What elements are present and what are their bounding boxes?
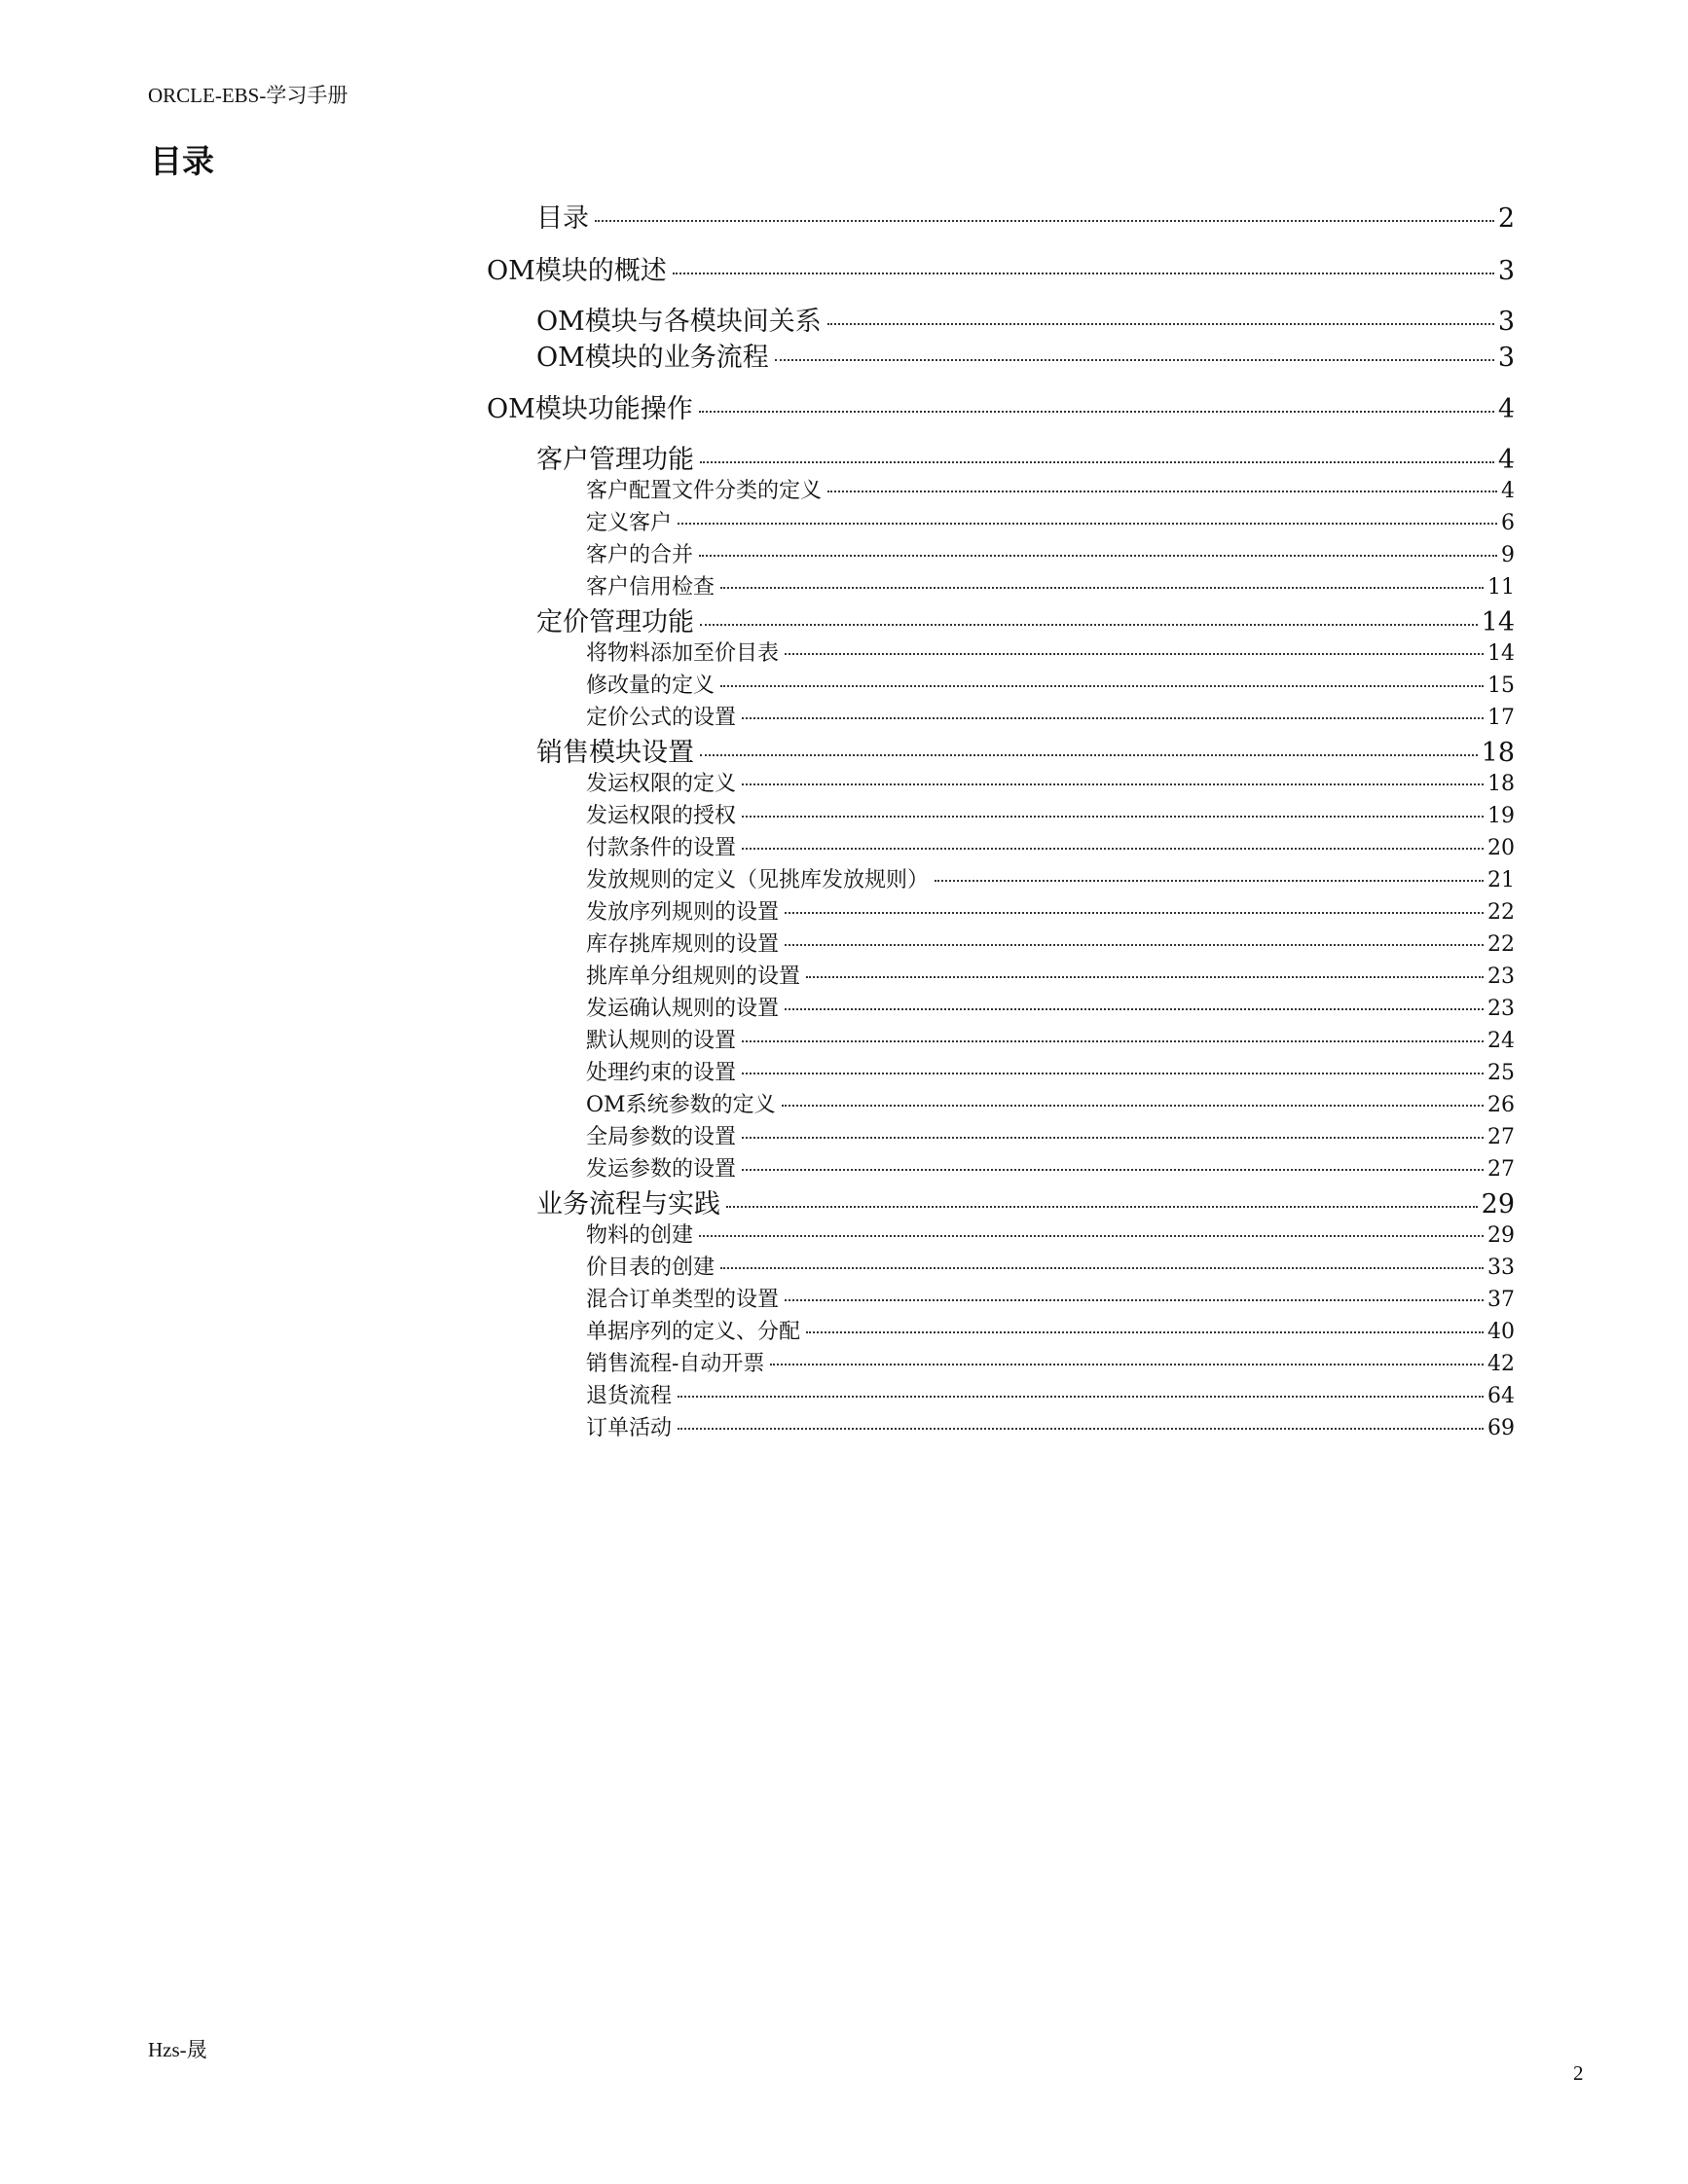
toc-leader-dots [742, 848, 1484, 850]
toc-entry[interactable] [586, 1120, 1515, 1150]
toc-entry[interactable] [536, 601, 1515, 638]
toc-entry-page: 42 [1487, 1352, 1515, 1376]
toc-leader-dots [700, 461, 1494, 463]
toc-entry[interactable] [586, 1283, 1515, 1313]
toc-entry-title: 销售流程-自动开票 [586, 1352, 765, 1376]
toc-entry-title: 发运权限的定义 [586, 772, 737, 796]
toc-entry-title: 定价管理功能 [536, 607, 694, 637]
toc-entry[interactable] [586, 895, 1515, 926]
toc-entry[interactable] [586, 1056, 1515, 1086]
toc-entry-title: 发运参数的设置 [586, 1157, 737, 1182]
toc-entry-title: 全局参数的设置 [586, 1125, 737, 1149]
toc-leader-dots [806, 976, 1484, 978]
toc-entry-page: 4 [1501, 479, 1515, 503]
toc-entry[interactable] [586, 1024, 1515, 1054]
toc-leader-dots [699, 555, 1497, 557]
toc-leader-dots [720, 587, 1484, 589]
toc-entry-title: 定义客户 [586, 511, 673, 535]
toc-entry-title: 客户管理功能 [536, 445, 694, 475]
toc-entry[interactable] [586, 1152, 1515, 1183]
toc-leader-dots [785, 653, 1484, 655]
toc-leader-dots [720, 1267, 1484, 1269]
toc-leader-dots [595, 220, 1494, 222]
toc-leader-dots [678, 523, 1497, 525]
toc-entry[interactable] [586, 637, 1515, 667]
toc-entry-title: 客户的合并 [586, 543, 694, 567]
toc-entry-title: 修改量的定义 [586, 673, 716, 698]
toc-entry-title: 客户配置文件分类的定义 [586, 479, 823, 503]
toc-entry-title: 退货流程 [586, 1384, 673, 1408]
toc-leader-dots [770, 1364, 1484, 1365]
toc-leader-dots [935, 880, 1484, 882]
toc-entry-page: 14 [1481, 607, 1515, 637]
toc-leader-dots [742, 717, 1484, 719]
toc-entry-page: 6 [1501, 511, 1515, 535]
toc-leader-dots [742, 816, 1484, 818]
toc-entry-page: 11 [1487, 575, 1515, 600]
toc-leader-dots [742, 1040, 1484, 1042]
toc-leader-dots [785, 1008, 1484, 1010]
toc-entry[interactable] [487, 387, 1515, 425]
toc-entry-page: 3 [1497, 343, 1515, 373]
toc-entry[interactable] [586, 1347, 1515, 1377]
toc-entry[interactable] [536, 197, 1515, 235]
toc-entry-title: 发放规则的定义（见挑库发放规则） [586, 868, 930, 892]
toc-leader-dots [720, 685, 1484, 687]
toc-leader-dots [742, 1169, 1484, 1171]
toc-entry[interactable] [536, 336, 1515, 374]
footer-author: Hzs-晟 [148, 2038, 207, 2061]
toc-entry-title: OM模块与各模块间关系 [536, 307, 822, 337]
toc-leader-dots [785, 1299, 1484, 1301]
toc-entry[interactable] [586, 1411, 1515, 1441]
toc-entry-page: 3 [1497, 307, 1515, 337]
toc-entry[interactable] [586, 831, 1515, 861]
toc-entry-page: 25 [1487, 1061, 1515, 1085]
toc-entry-title: 业务流程与实践 [536, 1189, 720, 1219]
toc-entry[interactable] [586, 506, 1515, 536]
toc-leader-dots [742, 783, 1484, 785]
toc-leader-dots [700, 754, 1478, 756]
toc-entry[interactable] [586, 474, 1515, 504]
toc-entry-page: 18 [1487, 772, 1515, 796]
toc-entry-page: 27 [1487, 1157, 1515, 1182]
toc-leader-dots [678, 1428, 1484, 1430]
toc-leader-dots [742, 1137, 1484, 1139]
toc-entry-page: 3 [1497, 256, 1515, 286]
toc-leader-dots [827, 491, 1497, 492]
toc-entry-title: 发放序列规则的设置 [586, 900, 780, 925]
toc-entry-page: 33 [1487, 1256, 1515, 1280]
toc-entry-page: 22 [1487, 900, 1515, 925]
toc-entry-title: 定价公式的设置 [586, 706, 737, 730]
toc-entry[interactable] [586, 1219, 1515, 1249]
toc-leader-dots [785, 912, 1484, 914]
toc-entry[interactable] [536, 300, 1515, 338]
toc-entry[interactable] [586, 669, 1515, 699]
toc-entry-title: 处理约束的设置 [586, 1061, 737, 1085]
toc-leader-dots [827, 323, 1494, 325]
toc-leader-dots [782, 1105, 1484, 1107]
toc-entry-page: 26 [1487, 1093, 1515, 1117]
toc-entry-page: 18 [1481, 738, 1515, 768]
toc-entry-page: 23 [1487, 997, 1515, 1021]
toc-entry-title: 将物料添加至价目表 [586, 641, 780, 666]
toc-entry-page: 64 [1487, 1384, 1515, 1408]
toc-entry-title: 目录 [536, 203, 589, 234]
toc-entry-title: 销售模块设置 [536, 738, 694, 768]
toc-entry-page: 19 [1487, 804, 1515, 828]
toc-leader-dots [673, 273, 1494, 274]
toc-leader-dots [699, 411, 1494, 413]
toc-entry[interactable] [586, 992, 1515, 1022]
toc-entry-page: 15 [1487, 673, 1515, 698]
toc-entry-title: 物料的创建 [586, 1223, 694, 1248]
toc-leader-dots [726, 1206, 1478, 1208]
toc-entry-title: 挑库单分组规则的设置 [586, 965, 801, 989]
toc-entry-title: OM模块的概述 [487, 256, 667, 286]
toc-entry-title: 价目表的创建 [586, 1256, 716, 1280]
toc-entry[interactable] [536, 438, 1515, 476]
toc-entry[interactable] [586, 1315, 1515, 1345]
toc-entry-page: 9 [1501, 543, 1515, 567]
toc-entry[interactable] [586, 767, 1515, 797]
toc-entry-title: 付款条件的设置 [586, 836, 737, 860]
toc-entry-title: 混合订单类型的设置 [586, 1288, 780, 1312]
page-number: 2 [1573, 2061, 1584, 2085]
toc-entry[interactable] [586, 960, 1515, 990]
toc-entry-page: 27 [1487, 1125, 1515, 1149]
running-header: ORCLE-EBS-学习手册 [148, 84, 349, 107]
toc-entry-page: 69 [1487, 1416, 1515, 1440]
toc-entry[interactable] [536, 731, 1515, 769]
toc-entry-title: OM系统参数的定义 [586, 1093, 776, 1117]
toc-entry[interactable] [487, 249, 1515, 287]
toc-leader-dots [806, 1331, 1484, 1333]
toc-leader-dots [678, 1396, 1484, 1398]
toc-leader-dots [785, 944, 1484, 946]
toc-entry-title: OM模块的业务流程 [536, 343, 769, 373]
toc-entry-title: 单据序列的定义、分配 [586, 1320, 801, 1344]
toc-entry[interactable] [586, 863, 1515, 893]
toc-entry-page: 40 [1487, 1320, 1515, 1344]
toc-entry[interactable] [586, 928, 1515, 958]
toc-entry-page: 37 [1487, 1288, 1515, 1312]
toc-entry-page: 29 [1481, 1189, 1515, 1219]
toc-leader-dots [700, 624, 1478, 626]
toc-entry[interactable] [536, 1183, 1515, 1220]
toc-entry[interactable] [586, 538, 1515, 568]
toc-entry-title: 订单活动 [586, 1416, 673, 1440]
page-title: 目录 [150, 142, 214, 180]
toc-leader-dots [742, 1073, 1484, 1074]
toc-entry-title: 发运确认规则的设置 [586, 997, 780, 1021]
toc-entry-page: 4 [1497, 394, 1515, 424]
toc-entry-page: 14 [1487, 641, 1515, 666]
toc-entry-page: 24 [1487, 1029, 1515, 1053]
toc-entry-page: 23 [1487, 965, 1515, 989]
toc-entry-title: 客户信用检查 [586, 575, 716, 600]
toc-entry-page: 29 [1487, 1223, 1515, 1248]
toc-entry-page: 2 [1497, 203, 1515, 234]
toc-entry-page: 20 [1487, 836, 1515, 860]
toc-leader-dots [775, 359, 1494, 361]
toc-entry-title: 库存挑库规则的设置 [586, 932, 780, 957]
toc-entry-page: 21 [1487, 868, 1515, 892]
toc-entry[interactable] [586, 570, 1515, 601]
toc-entry[interactable] [586, 1251, 1515, 1281]
toc-entry-title: 发运权限的授权 [586, 804, 737, 828]
toc-entry-page: 22 [1487, 932, 1515, 957]
toc-entry[interactable] [586, 1088, 1515, 1118]
toc-entry[interactable] [586, 701, 1515, 731]
toc-entry[interactable] [586, 799, 1515, 829]
toc-entry-page: 4 [1497, 445, 1515, 475]
toc-entry-page: 17 [1487, 706, 1515, 730]
toc-entry[interactable] [586, 1379, 1515, 1409]
toc-entry-title: 默认规则的设置 [586, 1029, 737, 1053]
toc-entry-title: OM模块功能操作 [487, 394, 693, 424]
toc-leader-dots [699, 1235, 1484, 1237]
